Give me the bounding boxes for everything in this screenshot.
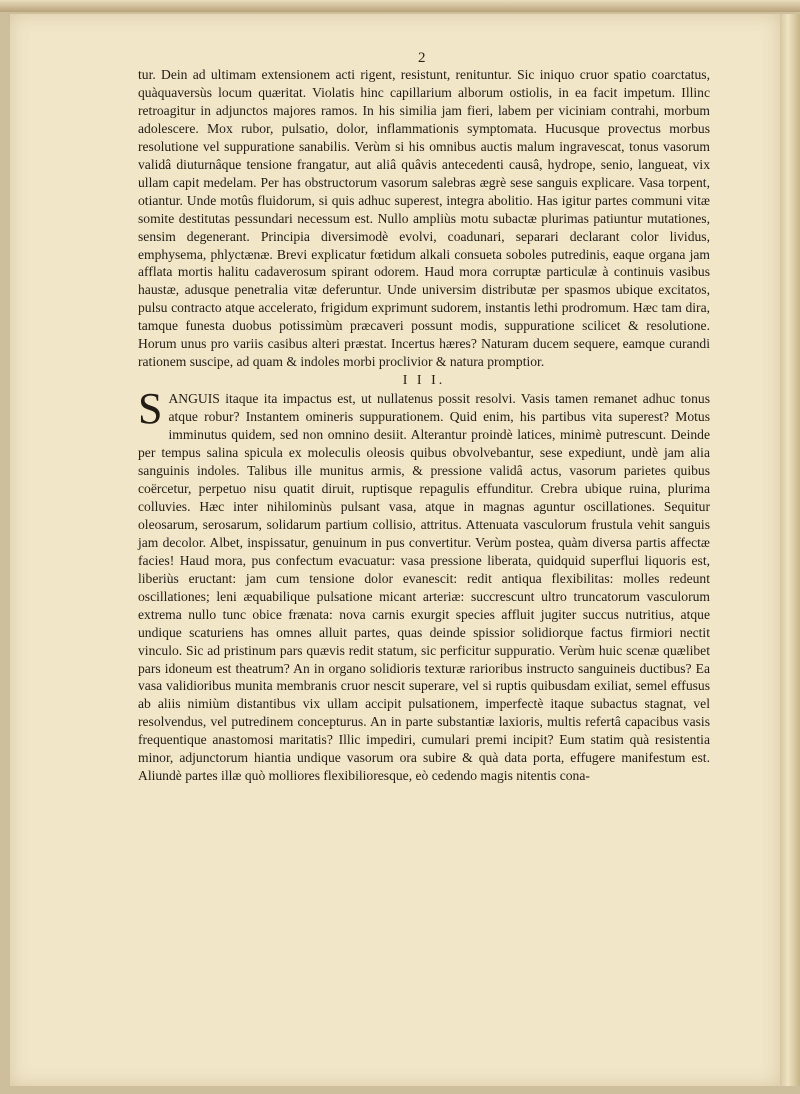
- page-number: 2: [418, 50, 426, 66]
- page-body: [138, 66, 710, 785]
- page-right-edge: [780, 14, 800, 1086]
- paragraph-one: tur. Dein ad ultimam extensionem acti rigent, resistunt, renituntur. Sic iniquo cruor spatio coarctatus, quàquaversùs locum quæritat. Violatis hinc capillarium alborum ostiolis, in ea facit impetum. Illinc retroagitur in adjunctos majores ramos. In his similia jam fieri, labem per viciniam contrahi, morbum adolescere. Mox rubor, pulsatio, dolor, inflammationis symptomata. Hucusque provectus morbus resolutione vel suppuratione sanabilis. Verùm si his omnibus auctis malum ingravescat, tonus vasorum validâ diuturnâque tensione frangatur, aut aliâ quâvis antecedenti causâ, hydrope, senio, langueat, vix ullam capit medelam. Per has obstructorum vasorum salebras ægrè sese sanguis explicare. Vasa torpent, otiantur. Unde motûs fluidorum, si quis adhuc superest, integra abolitio. Has igitur partes communi vitæ somite destitutas pessundari necessum est. Nullo ampliùs motu subactæ plurimas patiuntur mutationes, sensim degenerant. Principia diversimodè evolvi, coadunari, separari declarant color lividus, emphysema, phlyctænæ. Brevi explicatur fœtidum alkali consueta soboles putredinis, eaque organa jam afflata mortis halitu cadaverosum spirant odorem. Haud mora corruptæ particulæ à continuis vasibus haustæ, adusque penetralia vitæ deferuntur. Unde universim distributæ per spasmos ubique excitatos, pulsu contracto atque accelerato, frigidum exprimunt sudorem, instantis lethi prodromum. Hæc tam dira, tamque funesta duobus potissimùm præcaveri possunt modis, suppuratione scilicet & resolutione. Horum unus pro variis casibus alteri præstat. Incertus hæres? Naturam ducem sequere, eamque curandi rationem suscipe, ad quam & indoles morbi proclivior & natura promptior.: [138, 67, 710, 370]
- drop-cap: S: [138, 384, 163, 434]
- book-top-edge: [0, 0, 800, 12]
- paragraph-two: [138, 384, 710, 785]
- paragraph-two-text: ANGUIS itaque ita impactus est, ut nullatenus possit resolvi. Vasis tamen remanet adhuc tonus atque robur? Instantem omineris suppurationem. Quid enim, his partibus vita superest? Motus imminutus quidem, sed non omnino desiit. Alterantur proindè latices, minimè putrescunt. Deinde per tempus salina spicula ex moleculis oleosis quibus obvolvebantur, sese expediunt, undè jam alia sanguinis indoles. Talibus ille munitus armis, & pressione validâ actus, vasorum parietes quibus coërcetur, perpetuo nisu quatit diruit, ruptisque repagulis effunditur. Crebra ubique ruina, plurima colluvies. Hæc inter nihilominùs pulsant vasa, atque in magnas aguntur oscillationes. Sequitur oleosarum, serosarum, solidarum partium collisio, attritus. Attenuata vasculorum frustula vehit sanguis jam decolor. Albet, inspissatur, genuinum in pus convertitur. Verùm postea, quàm diversa partis affectæ facies! Haud mora, pus confectum evacuatur: vasa pressione liberata, quidquid superflui liquoris est, liberiùs eructant: jam cum tensione dolor evanescit: redit antiqua flexibilitas: molles redeunt oscillationes; leni æquabilique pulsatione micant arteriæ: succrescunt ultro truncatorum vasculorum extrema nullo tunc obice frænata: nova carnis exurgit species affluit jugiter succus nutritius, atque undique scaturiens has omnes alluit partes, quas deinde spissior solidiorque factus firmiori nectit vinculo. Sic ad pristinum pars quævis redit statum, sic perficitur suppuratio. Verùm huic scenæ quælibet pars idoneum est theatrum? An in organo solidioris texturæ rarioribus instructo sanguineis ductibus? Ea vasa validioribus munita membranis cruor nescit superare, vel si ruptis quibusdam exiliat, semel effusus ab aliis nimiùm distantibus vix ullam accipit pulsationem, imperfectè itaque subactus stagnat, vel resolvendus, vel putredinem concepturus. An in parte substantiæ laxioris, multis refertâ capacibus vasis frequentique anastomosi maritatis? Illic impediri, cumulari premi incipit? Eum statim quà resistentia minor, adjunctorum hiantia undique vasorum ora subire & quà data porta, effugere manifestum est. Aliundè partes illæ quò molliores flexibilioresque, eò cedendo magis nitentis cona-: [138, 391, 710, 784]
- section-numeral: I I I.: [402, 373, 446, 389]
